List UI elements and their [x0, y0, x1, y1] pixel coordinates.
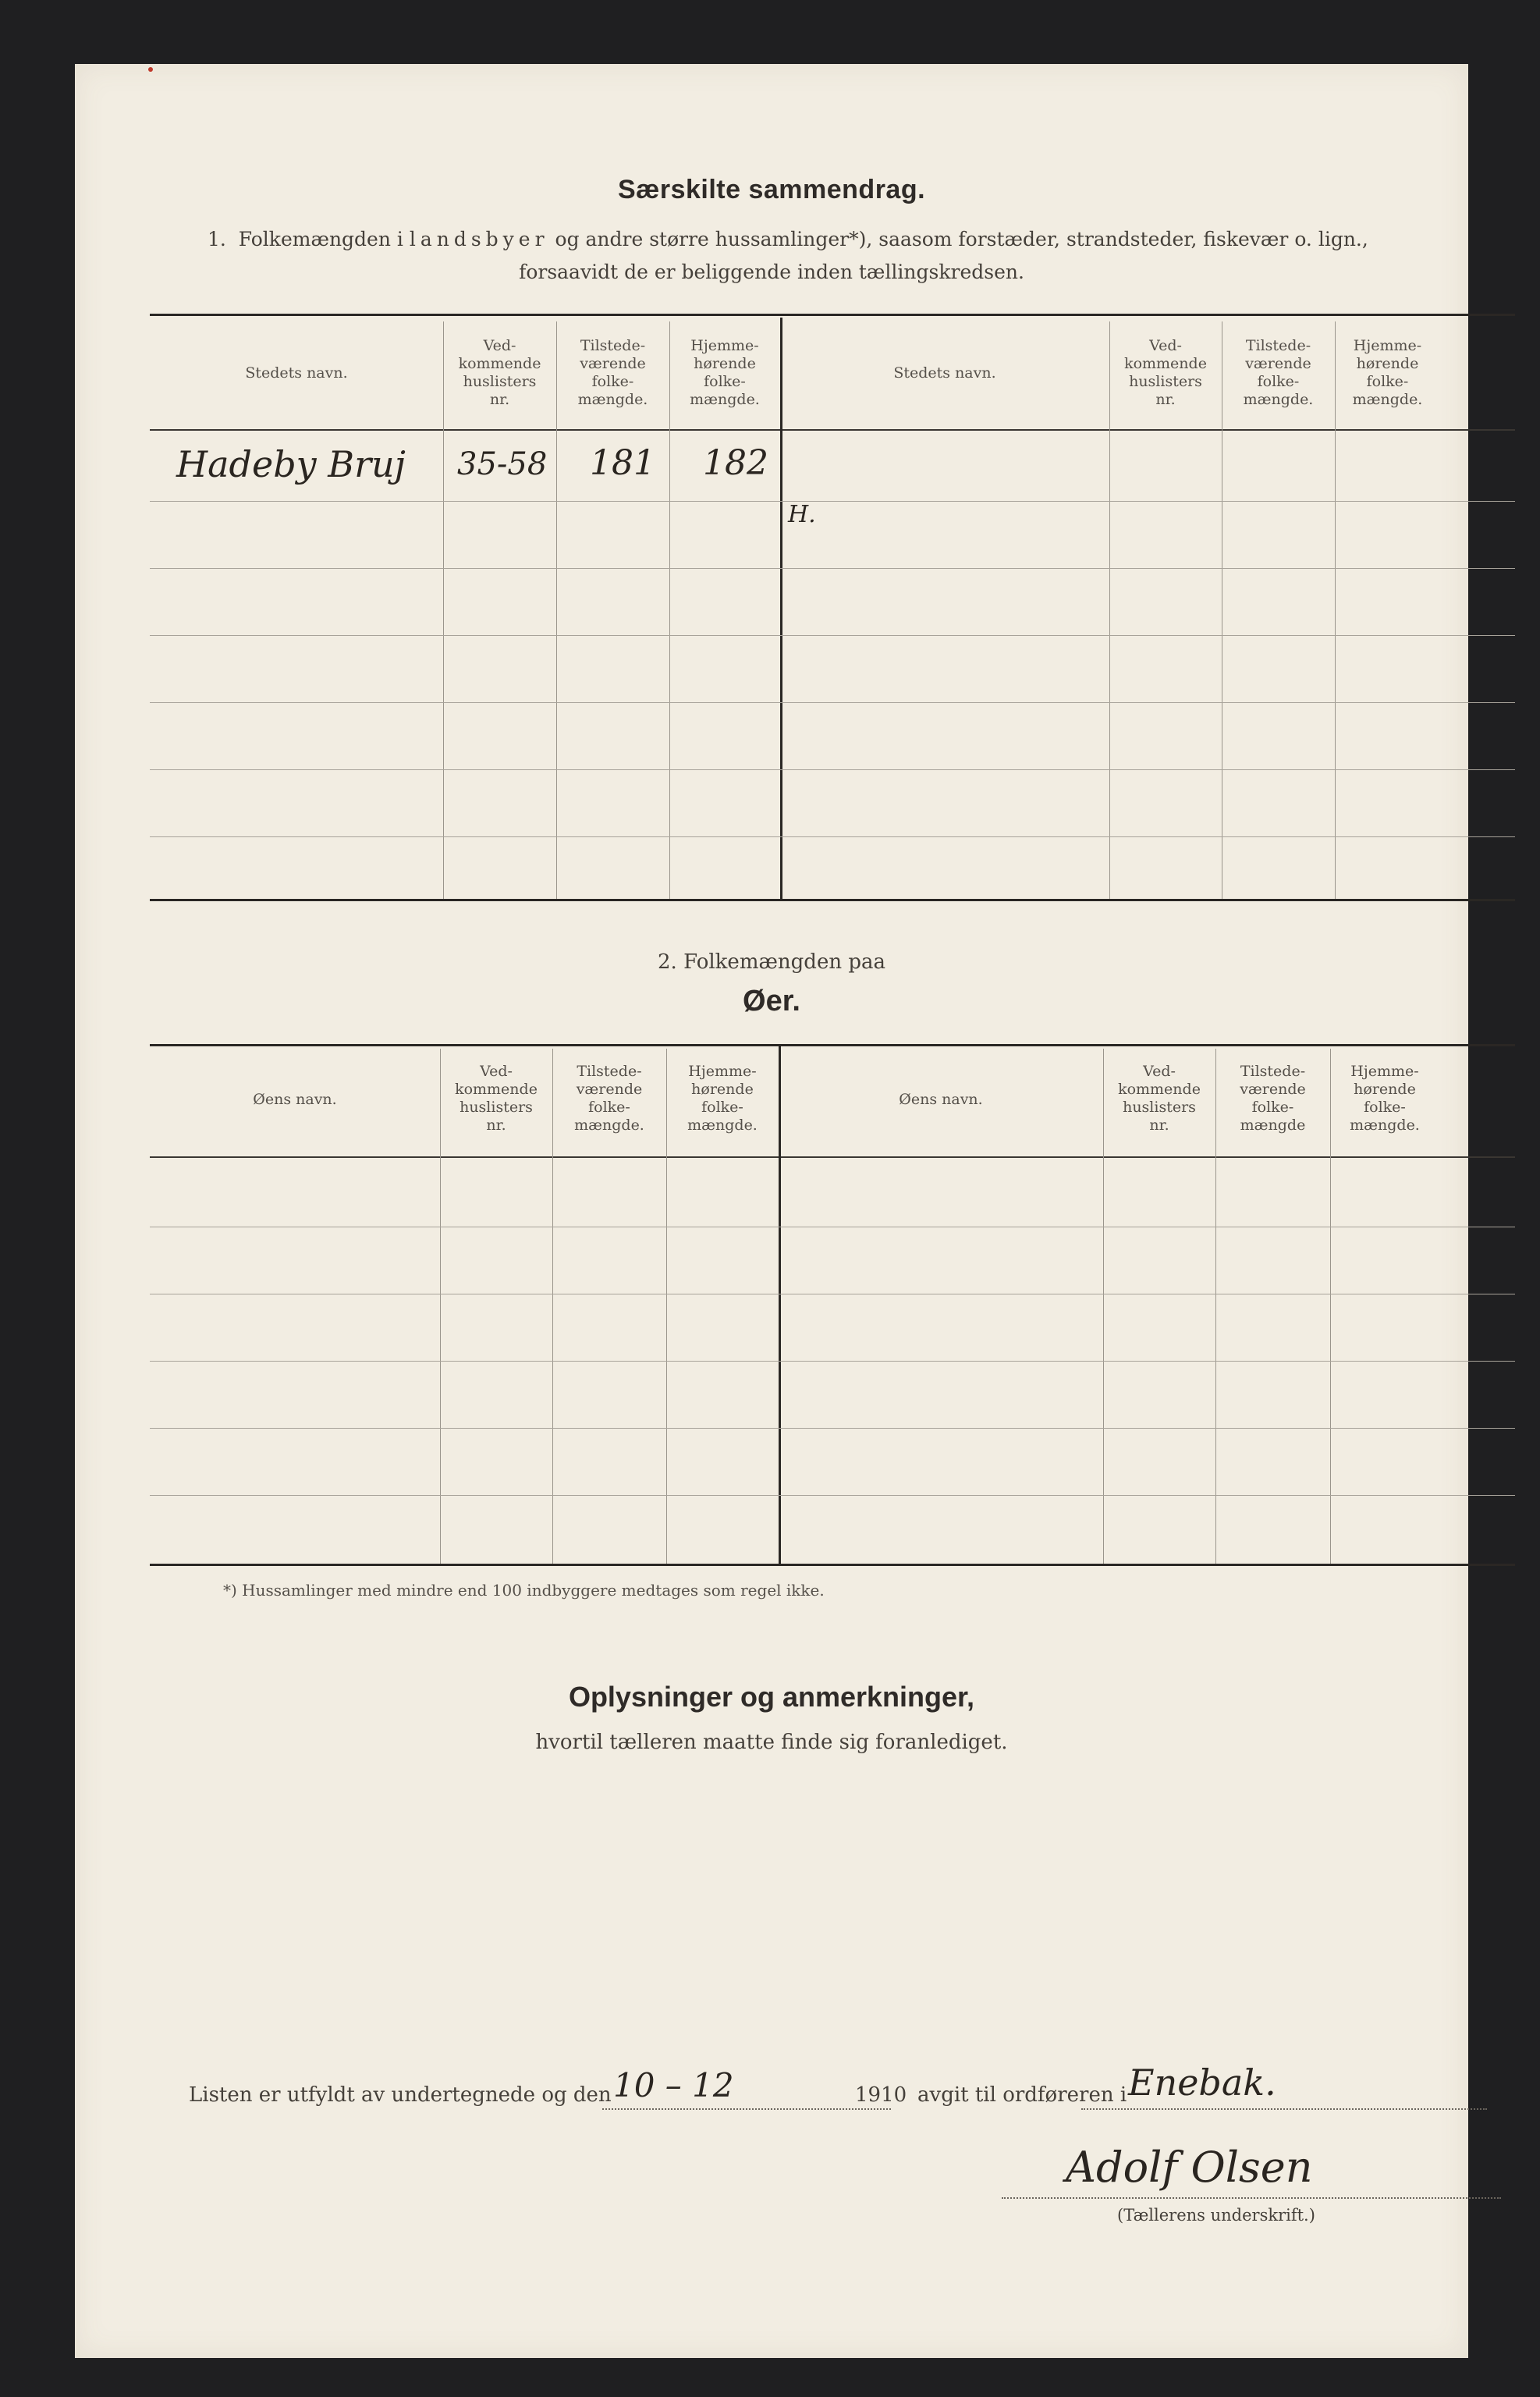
entry-place-name: Hadeby Bruj	[176, 443, 406, 485]
header-hjemme-right: Hjemme- hørende folke- mængde.	[1352, 337, 1423, 408]
signature-text-a: Listen er utfyldt av undertegnede og den	[189, 2083, 612, 2107]
signature-year: 1910	[855, 2083, 907, 2107]
intro-text-b: og andre større hussamlinger*), saasom forstæder, strandsteder, fiskevær o. lign.,	[555, 228, 1368, 250]
section1-intro-line2: forsaavidt de er beliggende inden tællingskredsen.	[519, 261, 1024, 283]
header-ved-right: Ved- kommende huslisters nr.	[1124, 337, 1207, 408]
header-oens-navn-left: Øens navn.	[253, 1091, 337, 1108]
header-stedets-navn-right: Stedets navn.	[893, 364, 996, 382]
header-hjemme-left-oer: Hjemme- hørende folke- mængde.	[687, 1063, 758, 1134]
signature-place: Enebak.	[1128, 2061, 1276, 2104]
header-tilstede-left-oer: Tilstede- værende folke- mængde.	[574, 1063, 644, 1134]
entry-hjemme: 182	[703, 443, 768, 483]
header-ved-left: Ved- kommende huslisters nr.	[458, 337, 541, 408]
header-hjemme-right-oer: Hjemme- hørende folke- mængde.	[1350, 1063, 1420, 1134]
header-tilstede-right-oer: Tilstede- værende folke- mængde	[1240, 1063, 1306, 1134]
signature-signer: Adolf Olsen	[1066, 2143, 1313, 2192]
intro-text-a: Folkemængden i	[238, 228, 403, 250]
header-hjemme-left: Hjemme- hørende folke- mængde.	[690, 337, 760, 408]
red-ink-mark	[148, 67, 153, 72]
remarks-subtitle: hvortil tælleren maatte finde sig foranlediget.	[535, 1731, 1008, 1754]
section2-heading: 2. Folkemængden paa	[658, 950, 885, 974]
section2-title: Øer.	[743, 985, 800, 1017]
entry-tilstede: 181	[590, 443, 655, 483]
signature-text-b: avgit til ordføreren i	[917, 2083, 1127, 2107]
section1-intro	[208, 228, 1368, 250]
margin-mark: H.	[788, 501, 816, 528]
header-tilstede-left: Tilstede- værende folke- mængde.	[577, 337, 648, 408]
census-form-page	[75, 64, 1468, 2358]
header-oens-navn-right: Øens navn.	[899, 1091, 983, 1108]
header-ved-right-oer: Ved- kommende huslisters nr.	[1118, 1063, 1201, 1134]
signature-date: 10 – 12	[613, 2066, 734, 2104]
header-ved-left-oer: Ved- kommende huslisters nr.	[455, 1063, 538, 1134]
footnote: *) Hussamlinger med mindre end 100 indbyggere medtages som regel ikke.	[223, 1581, 825, 1600]
signature-label: (Tællerens underskrift.)	[1117, 2206, 1315, 2225]
remarks-title: Oplysninger og anmerkninger,	[568, 1681, 975, 1713]
intro-text-spaced: landsbyer	[409, 228, 549, 250]
page-title: Særskilte sammendrag.	[617, 175, 926, 204]
header-tilstede-right: Tilstede- værende folke- mængde.	[1243, 337, 1314, 408]
entry-huslister-nr: 35-58	[457, 446, 548, 482]
header-stedets-navn-left: Stedets navn.	[245, 364, 348, 382]
section1-number: 1.	[208, 228, 226, 250]
